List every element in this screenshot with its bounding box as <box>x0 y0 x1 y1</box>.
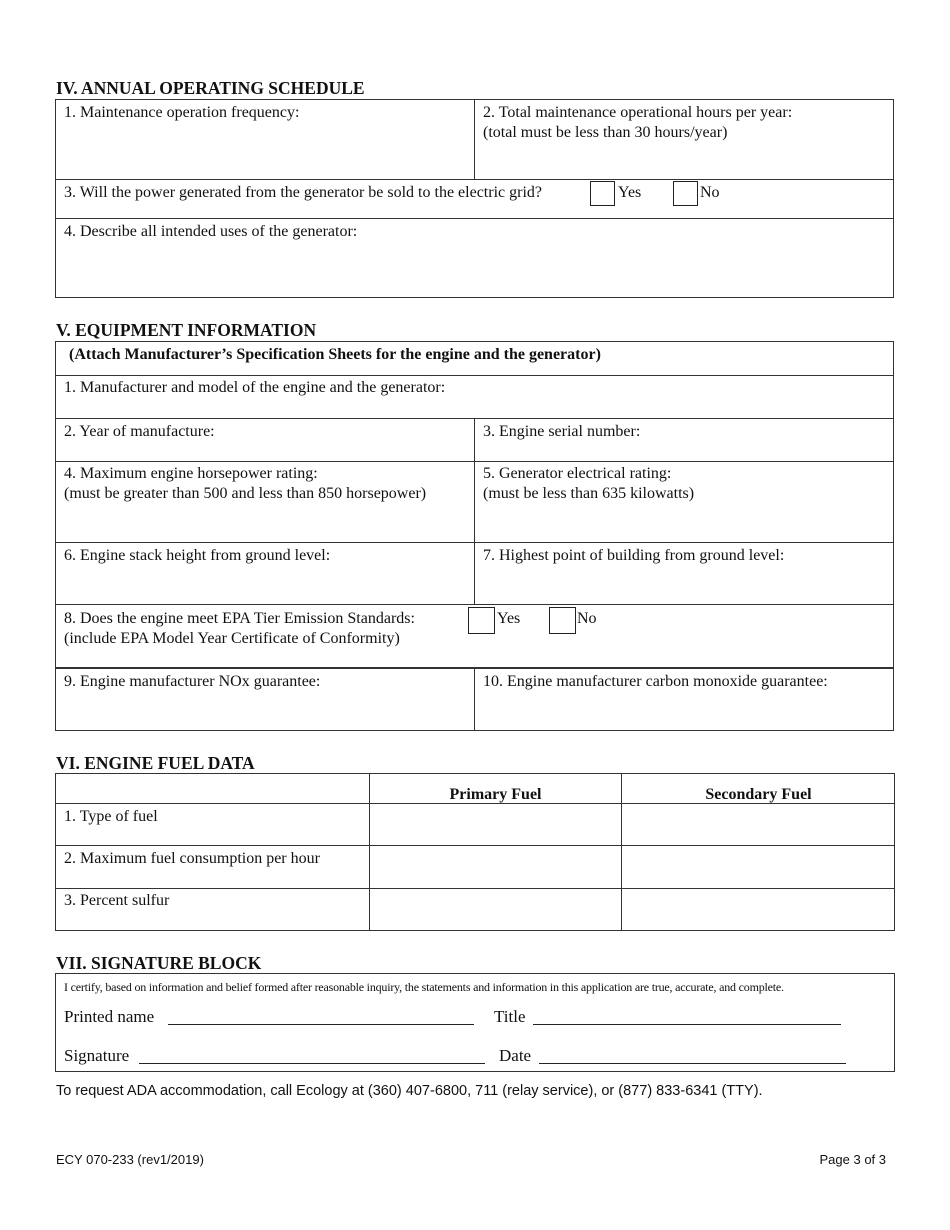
page-number: Page 3 of 3 <box>819 1152 886 1167</box>
horsepower-rating-field[interactable] <box>64 464 469 538</box>
grid-sale-yes-checkbox[interactable] <box>590 181 615 206</box>
grid-sale-yes-label: Yes <box>618 184 642 201</box>
fuel-row-label: 1. Type of fuel <box>64 808 158 825</box>
maintenance-hours-label: 2. Total maintenance operational hours per year: <box>483 104 793 121</box>
nox-guarantee-field[interactable] <box>64 672 469 726</box>
secondary-fuel-sulfur-input[interactable] <box>623 890 894 930</box>
maintenance-hours-field[interactable] <box>483 103 888 175</box>
primary-fuel-sulfur-input[interactable] <box>371 890 620 930</box>
horsepower-rating-note: (must be greater than 500 and less than 850 horsepower) <box>64 485 427 502</box>
divider <box>55 218 894 219</box>
nox-guarantee-label: 9. Engine manufacturer NOx guarantee: <box>64 673 321 690</box>
building-height-field[interactable] <box>483 546 888 600</box>
certification-statement: I certify, based on information and belief formed after reasonable inquiry, the statements and information in this application are true, accurate, and complete. <box>64 980 784 994</box>
horsepower-rating-label: 4. Maximum engine horsepower rating: <box>64 465 318 482</box>
divider <box>474 99 475 180</box>
section-v-title: V. EQUIPMENT INFORMATION <box>56 320 317 340</box>
section-iv-title: IV. ANNUAL OPERATING SCHEDULE <box>56 78 365 98</box>
divider <box>55 845 895 846</box>
form-id: ECY 070-233 (rev1/2019) <box>56 1152 204 1167</box>
maintenance-frequency-field[interactable] <box>64 103 469 175</box>
epa-tier-label: 8. Does the engine meet EPA Tier Emission Standards: <box>64 610 415 627</box>
electrical-rating-label: 5. Generator electrical rating: <box>483 465 672 482</box>
fuel-row-label: 2. Maximum fuel consumption per hour <box>64 850 320 867</box>
manufacturer-model-label: 1. Manufacturer and model of the engine and the generator: <box>64 379 446 396</box>
maintenance-hours-note: (total must be less than 30 hours/year) <box>483 124 728 141</box>
maintenance-frequency-label: 1. Maintenance operation frequency: <box>64 104 300 121</box>
stack-height-field[interactable] <box>64 546 469 600</box>
year-of-manufacture-label: 2. Year of manufacture: <box>64 423 215 440</box>
secondary-fuel-type-input[interactable] <box>623 805 894 844</box>
title-input[interactable] <box>533 1010 841 1025</box>
epa-tier-note: (include EPA Model Year Certificate of Conformity) <box>64 630 400 647</box>
engine-serial-field[interactable] <box>483 422 888 457</box>
divider <box>55 888 895 889</box>
co-guarantee-field[interactable] <box>483 672 888 726</box>
spec-sheet-note: (Attach Manufacturer’s Specification Sheets for the engine and the generator) <box>69 346 601 363</box>
printed-name-input[interactable] <box>168 1010 474 1025</box>
epa-tier-yes-label: Yes <box>497 610 521 627</box>
date-label: Date <box>499 1046 532 1065</box>
signature-input[interactable] <box>139 1049 485 1064</box>
divider <box>474 418 475 605</box>
signature-label: Signature <box>64 1046 130 1065</box>
intended-uses-field[interactable] <box>64 222 884 292</box>
secondary-fuel-header: Secondary Fuel <box>705 786 812 803</box>
date-input[interactable] <box>539 1049 846 1064</box>
ada-accommodation-text: To request ADA accommodation, call Ecology at (360) 407-6800, 711 (relay service), or (877) 833-6341 (TTY). <box>56 1083 763 1099</box>
building-height-label: 7. Highest point of building from ground level: <box>483 547 785 564</box>
section-vi-title: VI. ENGINE FUEL DATA <box>56 753 255 773</box>
epa-tier-yes-checkbox[interactable] <box>468 607 495 634</box>
divider <box>474 667 475 731</box>
stack-height-label: 6. Engine stack height from ground level: <box>64 547 331 564</box>
co-guarantee-label: 10. Engine manufacturer carbon monoxide guarantee: <box>483 673 828 690</box>
grid-sale-no-checkbox[interactable] <box>673 181 698 206</box>
electrical-rating-note: (must be less than 635 kilowatts) <box>483 485 695 502</box>
epa-tier-question <box>64 609 415 649</box>
fuel-row-label: 3. Percent sulfur <box>64 892 170 909</box>
secondary-fuel-consumption-input[interactable] <box>623 847 894 887</box>
epa-tier-no-checkbox[interactable] <box>549 607 576 634</box>
primary-fuel-header: Primary Fuel <box>449 786 542 803</box>
manufacturer-model-field[interactable] <box>64 378 884 414</box>
grid-sale-no-label: No <box>700 184 720 201</box>
section-vii-title: VII. SIGNATURE BLOCK <box>56 953 262 973</box>
grid-sale-question: 3. Will the power generated from the generator be sold to the electric grid? <box>64 184 542 201</box>
printed-name-label: Printed name <box>64 1007 155 1026</box>
title-label: Title <box>494 1007 526 1026</box>
year-of-manufacture-field[interactable] <box>64 422 469 457</box>
engine-serial-label: 3. Engine serial number: <box>483 423 641 440</box>
electrical-rating-field[interactable] <box>483 464 888 538</box>
intended-uses-label: 4. Describe all intended uses of the generator: <box>64 223 358 240</box>
epa-tier-no-label: No <box>577 610 597 627</box>
divider <box>55 179 894 180</box>
primary-fuel-consumption-input[interactable] <box>371 847 620 887</box>
divider <box>55 375 894 376</box>
primary-fuel-type-input[interactable] <box>371 805 620 844</box>
